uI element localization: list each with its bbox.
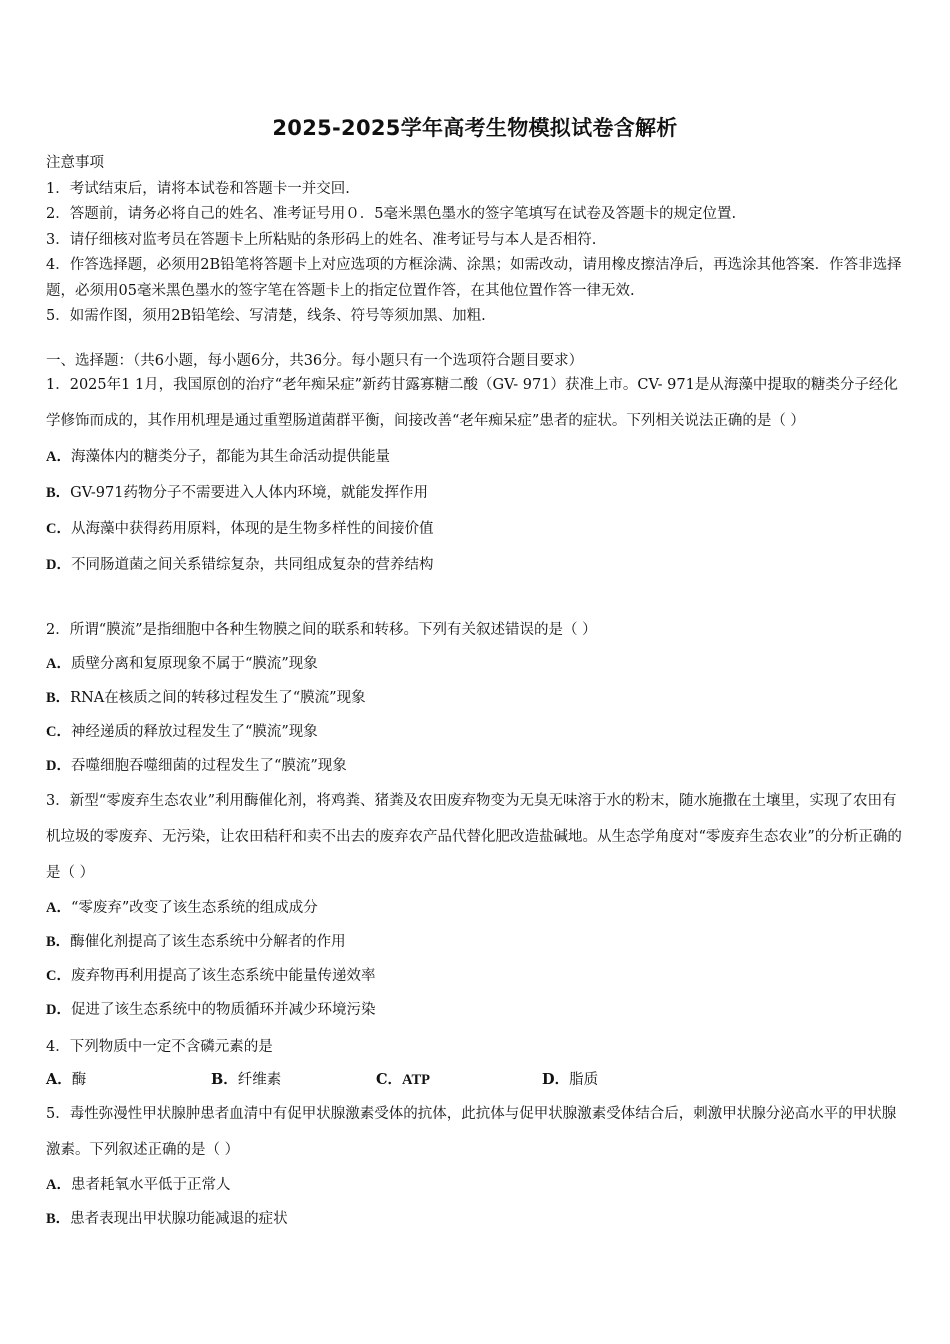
option-key: C． (376, 1071, 403, 1088)
note-item: 4．作答选择题，必须用2B铅笔将答题卡上对应选项的方框涂满、涂黑；如需改动，请用橡皮擦洁净后，再选涂其他答案．作答非选择题，必须用05毫米黑色墨水的签字笔在答题卡上的指定位置作答，在其他位置作答一律无效. (46, 257, 902, 299)
option-d (542, 1068, 598, 1089)
option-text: 不同肠道菌之间关系错综复杂，共同组成复杂的营养结构 (70, 557, 434, 573)
question-4-options (46, 1068, 904, 1092)
option-text: 脂质 (569, 1072, 599, 1088)
note-item: 2．答题前，请务必将自己的姓名、准考证号用０．5毫米黑色墨水的签字笔填写在试卷及答题卡的规定位置. (46, 206, 737, 222)
option-text: 纤维素 (237, 1072, 282, 1088)
option-key: A． (46, 900, 71, 916)
question-3 (46, 783, 904, 1027)
option-b (46, 925, 904, 959)
option-key: B． (211, 1071, 238, 1088)
option-key: C． (46, 968, 71, 984)
question-stem: 5．毒性弥漫性甲状腺肿患者血清中有促甲状腺激素受体的抗体，此抗体与促甲状腺激素受体结合后，刺激甲状腺分泌高水平的甲状腺激素。下列叙述正确的是（ ） (46, 1106, 897, 1158)
option-a (46, 439, 904, 475)
option-key: A． (46, 656, 71, 672)
option-b (46, 475, 904, 511)
option-b (46, 1202, 904, 1236)
question-4 (46, 1030, 904, 1064)
question-stem: 1．2025年1 1月，我国原创的治疗“老年痴呆症”新药甘露寡糖二酸（GV- 971）获准上市。CV- 971是从海藻中提取的糖类分子经化学修饰而成的，其作用机理是通过重塑肠道菌群平衡，间接改善“老年痴呆症”患者的症状。下列相关说法正确的是（ ） (46, 377, 898, 429)
question-5 (46, 1096, 904, 1236)
option-text: 废弃物再利用提高了该生态系统中能量传递效率 (70, 968, 376, 984)
notes-heading: 注意事项 (46, 155, 104, 171)
option-key: B． (46, 485, 71, 501)
option-c (46, 959, 904, 993)
option-key: A． (46, 1071, 72, 1088)
option-c (46, 715, 904, 749)
option-text: 海藻体内的糖类分子，都能为其生命活动提供能量 (70, 449, 390, 465)
option-key: B． (46, 934, 71, 950)
option-text: RNA在核质之间的转移过程发生了“膜流”现象 (70, 690, 366, 706)
option-key: C． (46, 724, 71, 740)
option-key: D． (542, 1071, 570, 1088)
option-c (46, 511, 904, 547)
option-text: 从海藻中获得药用原料，体现的是生物多样性的间接价值 (70, 521, 434, 537)
option-d (46, 749, 904, 783)
question-1 (46, 367, 904, 583)
option-key: A． (46, 1177, 71, 1193)
option-text: 促进了该生态系统中的物质循环并减少环境污染 (70, 1002, 376, 1018)
section-heading: 一、选择题：（共6小题，每小题6分，共36分。每小题只有一个选项符合题目要求） (46, 353, 584, 369)
option-a (46, 891, 904, 925)
notes-block (46, 151, 904, 330)
note-item: 5．如需作图，须用2B铅笔绘、写清楚，线条、符号等须加黑、加粗. (46, 308, 486, 324)
option-text: ATP (402, 1072, 430, 1088)
exam-title: 2025-2025学年高考生物模拟试卷含解析 (272, 116, 678, 140)
option-key: D． (46, 557, 71, 573)
option-d (46, 547, 904, 583)
option-key: D． (46, 758, 71, 774)
option-text: 吞噬细胞吞噬细菌的过程发生了“膜流”现象 (70, 758, 347, 774)
option-a (46, 647, 904, 681)
note-item: 1．考试结束后，请将本试卷和答题卡一并交回. (46, 180, 350, 197)
option-b (46, 681, 904, 715)
option-b (211, 1068, 281, 1089)
option-text: “零废弃”改变了该生态系统的组成成分 (70, 900, 318, 916)
option-d (46, 993, 904, 1027)
option-text: 患者耗氧水平低于正常人 (70, 1177, 231, 1193)
option-text: 质壁分离和复原现象不属于“膜流”现象 (70, 656, 318, 672)
option-key: B． (46, 690, 71, 706)
question-stem: 2．所谓“膜流”是指细胞中各种生物膜之间的联系和转移。下列有关叙述错误的是（ ） (46, 622, 597, 638)
option-key: D． (46, 1002, 71, 1018)
question-stem: 4．下列物质中一定不含磷元素的是 (46, 1039, 273, 1055)
option-text: GV-971药物分子不需要进入人体内环境，就能发挥作用 (70, 485, 428, 501)
option-a (46, 1068, 86, 1089)
option-c (376, 1068, 430, 1089)
option-key: C． (46, 521, 71, 537)
option-a (46, 1168, 904, 1202)
question-2 (46, 613, 904, 783)
question-stem: 3．新型“零废弃生态农业”利用酶催化剂，将鸡粪、猪粪及农田废弃物变为无臭无味溶于水的粉末，随水施撒在土壤里，实现了农田有机垃圾的零废弃、无污染，让农田秸秆和卖不出去的废弃农产品代替化肥改造盐碱地。从生态学角度对“零废弃生态农业”的分析正确的是（ ） (46, 793, 902, 881)
option-text: 酶 (71, 1072, 87, 1088)
option-key: A． (46, 449, 71, 465)
option-text: 神经递质的释放过程发生了“膜流”现象 (70, 724, 318, 740)
option-text: 患者表现出甲状腺功能减退的症状 (70, 1211, 288, 1227)
option-text: 酶催化剂提高了该生态系统中分解者的作用 (70, 934, 346, 950)
note-item: 3．请仔细核对监考员在答题卡上所粘贴的条形码上的姓名、准考证号与本人是否相符. (46, 231, 597, 248)
option-key: B． (46, 1211, 71, 1227)
